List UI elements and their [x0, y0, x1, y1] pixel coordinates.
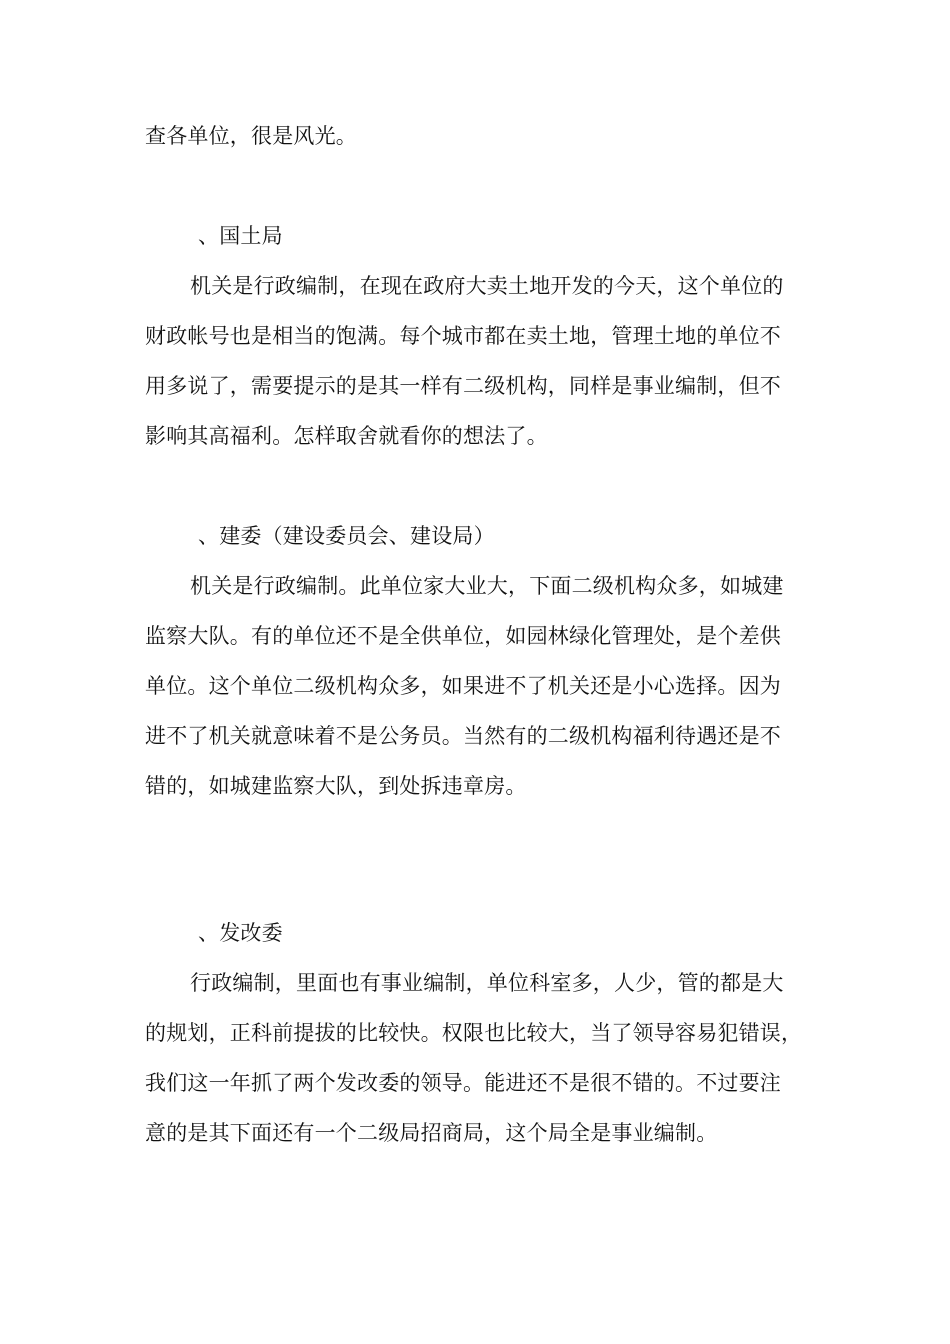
continuation-text: 查各单位，很是风光。 [145, 124, 357, 148]
paragraph-line: 单位。这个单位二级机构众多，如果进不了机关还是小心选择。因为 [145, 674, 781, 698]
paragraph-line: 行政编制，里面也有事业编制，单位科室多，人少，管的都是大 [190, 971, 784, 995]
section-heading-construction-committee: 、建委（建设委员会、建设局） [198, 524, 495, 548]
paragraph-line: 意的是其下面还有一个二级局招商局，这个局全是事业编制。 [145, 1121, 718, 1145]
paragraph-line: 机关是行政编制，在现在政府大卖土地开发的今天，这个单位的 [190, 274, 784, 298]
paragraph-line: 进不了机关就意味着不是公务员。当然有的二级机构福利待遇还是不 [145, 724, 781, 748]
paragraph-line: 我们这一年抓了两个发改委的领导。能进还不是很不错的。不过要注 [145, 1071, 781, 1095]
paragraph-line: 监察大队。有的单位还不是全供单位，如园林绿化管理处，是个差供 [145, 624, 781, 648]
paragraph-line: 的规划，正科前提拔的比较快。权限也比较大，当了领导容易犯错误， [145, 1021, 803, 1045]
section-heading-land-bureau: 、国土局 [198, 224, 283, 248]
section-heading-development-reform: 、发改委 [198, 921, 283, 945]
paragraph-line: 机关是行政编制。此单位家大业大，下面二级机构众多，如城建 [190, 574, 784, 598]
paragraph-line: 用多说了，需要提示的是其一样有二级机构，同样是事业编制，但不 [145, 374, 781, 398]
paragraph-line: 错的，如城建监察大队，到处拆违章房。 [145, 774, 527, 798]
paragraph-line: 财政帐号也是相当的饱满。每个城市都在卖土地，管理土地的单位不 [145, 324, 781, 348]
paragraph-line: 影响其高福利。怎样取舍就看你的想法了。 [145, 424, 548, 448]
